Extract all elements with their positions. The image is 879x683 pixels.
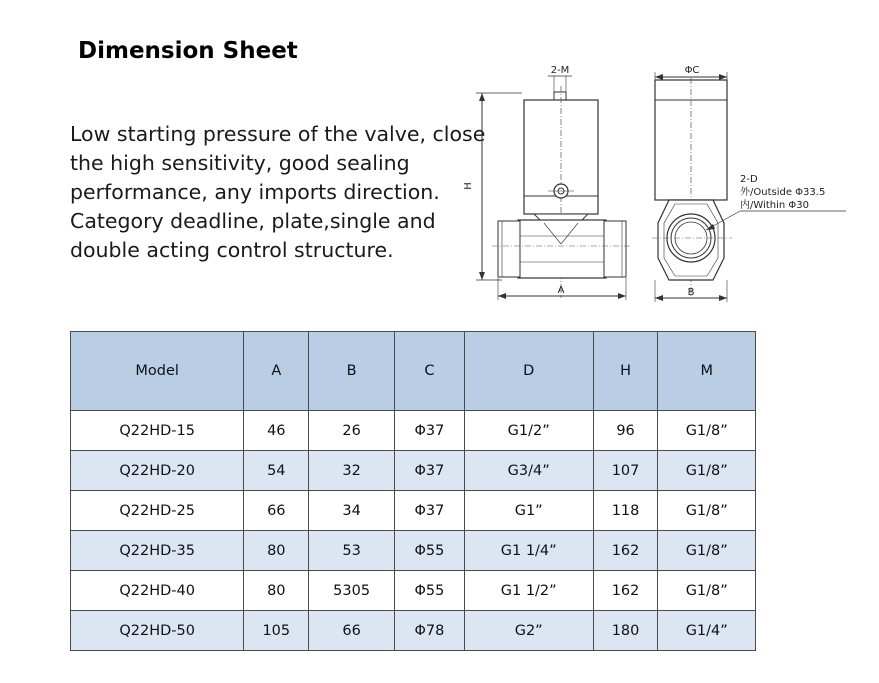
- description-line: Low starting pressure of the valve, close: [70, 122, 486, 146]
- c-arrow-left: [655, 74, 663, 80]
- cell-b: 66: [309, 611, 395, 651]
- cell-d: G1 1/4”: [464, 531, 593, 571]
- dimension-table: [70, 331, 756, 651]
- label-within: 内/Within Φ30: [740, 200, 809, 211]
- header-b: B: [309, 332, 395, 411]
- cell-b: 32: [309, 451, 395, 491]
- label-outside: 外/Outside Φ33.5: [740, 187, 826, 198]
- cell-d: G1”: [464, 491, 593, 531]
- label-2d: 2-D: [740, 174, 758, 185]
- cell-c: Φ78: [394, 611, 464, 651]
- cell-model: Q22HD-15: [71, 411, 244, 451]
- valve-dimension-drawing: [462, 58, 862, 308]
- description-line: Category deadline, plate,single and: [70, 209, 436, 233]
- b-arrow-right: [719, 295, 727, 301]
- a-arrow-right: [618, 293, 626, 299]
- label-b: B: [687, 287, 695, 298]
- cell-model: Q22HD-20: [71, 451, 244, 491]
- header-model: Model: [71, 332, 244, 411]
- table-row: [71, 491, 756, 531]
- table-row: [71, 611, 756, 651]
- cell-c: Φ37: [394, 491, 464, 531]
- cell-d: G2”: [464, 611, 593, 651]
- cell-a: 80: [244, 571, 309, 611]
- cell-c: Φ37: [394, 451, 464, 491]
- h-arrow-bottom: [479, 272, 485, 280]
- header-m: M: [658, 332, 756, 411]
- cell-model: Q22HD-50: [71, 611, 244, 651]
- cell-d: G3/4”: [464, 451, 593, 491]
- b-arrow-left: [655, 295, 663, 301]
- header-c: C: [394, 332, 464, 411]
- label-phic: ΦC: [684, 65, 700, 76]
- cell-a: 46: [244, 411, 309, 451]
- left-port: [498, 221, 520, 277]
- cell-h: 180: [593, 611, 658, 651]
- cell-m: G1/8”: [658, 491, 756, 531]
- label-h: H: [463, 182, 474, 190]
- cell-h: 162: [593, 571, 658, 611]
- table-row: [71, 571, 756, 611]
- cell-b: 5305: [309, 571, 395, 611]
- cell-d: G1 1/2”: [464, 571, 593, 611]
- header-a: A: [244, 332, 309, 411]
- header-d: D: [464, 332, 593, 411]
- cell-d: G1/2”: [464, 411, 593, 451]
- valve-body: [518, 220, 606, 278]
- description-line: performance, any imports direction.: [70, 180, 440, 204]
- label-a: A: [557, 285, 565, 296]
- table-row: [71, 451, 756, 491]
- a-arrow-left: [498, 293, 506, 299]
- right-port: [604, 221, 626, 277]
- cell-model: Q22HD-35: [71, 531, 244, 571]
- table-row: [71, 411, 756, 451]
- cell-model: Q22HD-40: [71, 571, 244, 611]
- cell-a: 105: [244, 611, 309, 651]
- c-arrow-right: [719, 74, 727, 80]
- label-2m: 2-M: [550, 65, 570, 76]
- description-line: the high sensitivity, good sealing: [70, 151, 410, 175]
- cell-b: 34: [309, 491, 395, 531]
- cell-m: G1/8”: [658, 411, 756, 451]
- description: [70, 120, 486, 265]
- cell-h: 107: [593, 451, 658, 491]
- cell-c: Φ37: [394, 411, 464, 451]
- cell-b: 26: [309, 411, 395, 451]
- table-header-row: [71, 332, 756, 411]
- body-neck: [534, 214, 588, 220]
- header-h: H: [593, 332, 658, 411]
- cell-h: 162: [593, 531, 658, 571]
- cell-a: 66: [244, 491, 309, 531]
- cell-a: 80: [244, 531, 309, 571]
- cell-c: Φ55: [394, 571, 464, 611]
- cell-h: 118: [593, 491, 658, 531]
- cell-h: 96: [593, 411, 658, 451]
- cell-c: Φ55: [394, 531, 464, 571]
- page-title: Dimension Sheet: [78, 38, 298, 64]
- description-line: double acting control structure.: [70, 238, 394, 262]
- cell-model: Q22HD-25: [71, 491, 244, 531]
- cell-m: G1/8”: [658, 451, 756, 491]
- cell-b: 53: [309, 531, 395, 571]
- cell-m: G1/8”: [658, 531, 756, 571]
- table-row: [71, 531, 756, 571]
- h-arrow-top: [479, 93, 485, 101]
- cell-m: G1/4”: [658, 611, 756, 651]
- cell-m: G1/8”: [658, 571, 756, 611]
- cell-a: 54: [244, 451, 309, 491]
